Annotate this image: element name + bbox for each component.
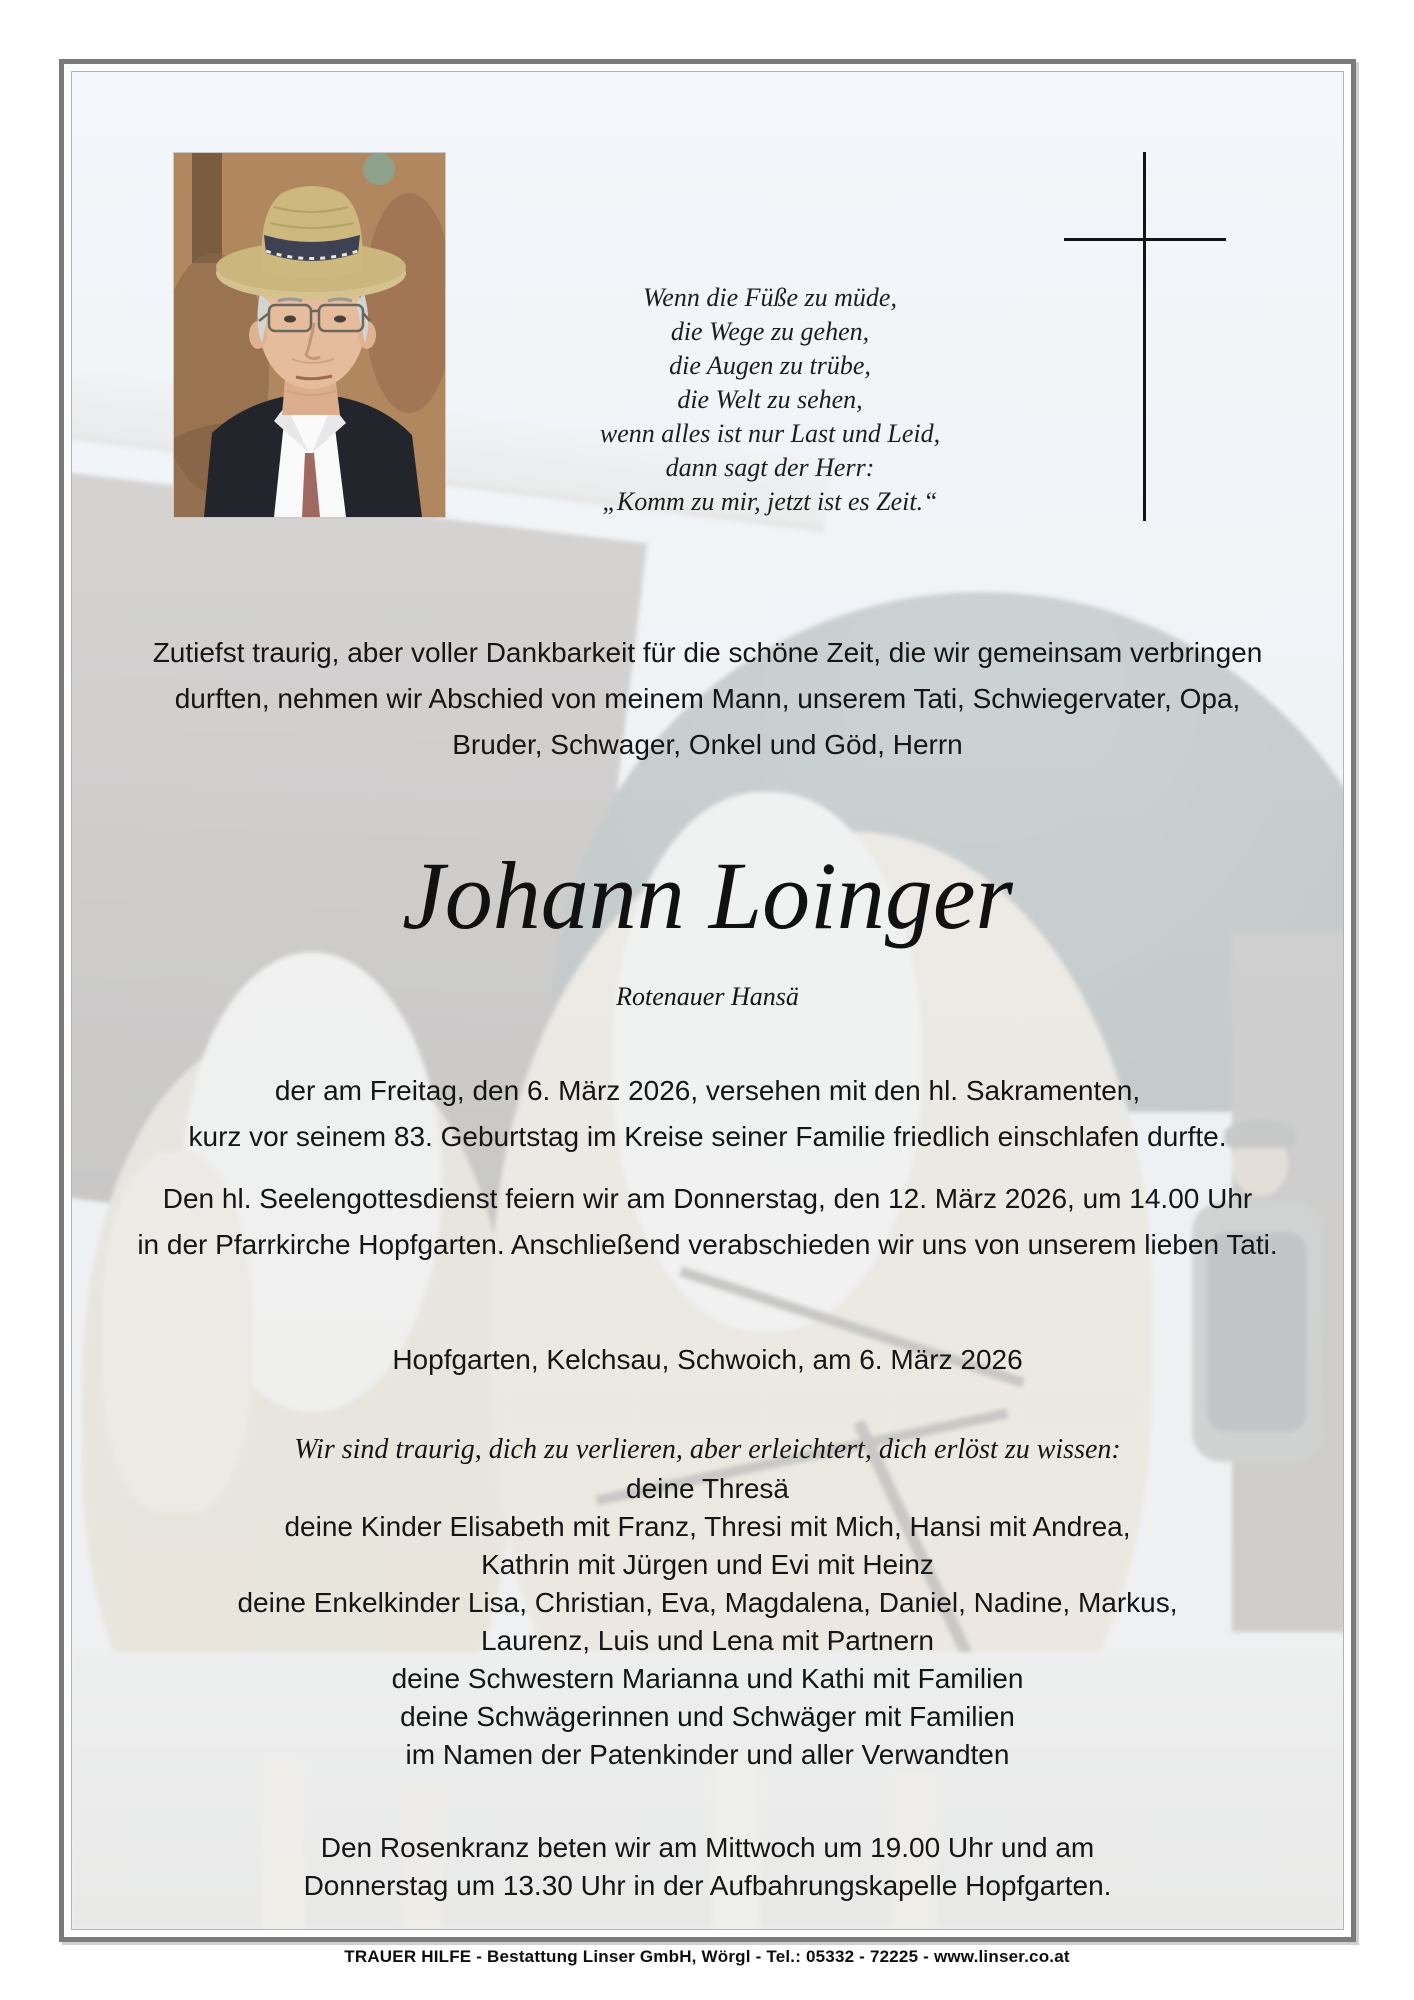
service-notice-line: Den hl. Seelengottesdienst feiern wir am Donnerstag, den 12. März 2026, um 14.00 Uhr — [162, 1183, 1253, 1214]
poem-line: die Augen zu trübe, — [669, 351, 871, 380]
service-notice-line: in der Pfarrkirche Hopfgarten. Anschließend verabschieden wir uns von unserem lieben Tati. — [137, 1229, 1278, 1260]
mourner-line: deine Schwägerinnen und Schwäger mit Familien — [400, 1701, 1015, 1732]
death-notice-line: kurz vor seinem 83. Geburtstag im Kreise seiner Familie friedlich einschlafen durfte. — [188, 1121, 1227, 1152]
mourner-line: deine Thresä — [626, 1473, 789, 1504]
deceased-name: Johann Loinger — [402, 842, 1013, 949]
mourners-list — [72, 1470, 1343, 1774]
poem-line: „Komm zu mir, jetzt ist es Zeit.“ — [602, 487, 938, 516]
deceased-portrait-photo — [174, 153, 445, 517]
service-notice-paragraph — [72, 1176, 1343, 1268]
intro-paragraph — [72, 630, 1343, 768]
place-date-line: Hopfgarten, Kelchsau, Schwoich, am 6. März 2026 — [392, 1344, 1023, 1375]
deceased-nickname: Rotenauer Hansä — [616, 982, 799, 1011]
death-notice-line: der am Freitag, den 6. März 2026, versehen mit den hl. Sakramenten, — [274, 1075, 1141, 1106]
mourner-line: deine Enkelkinder Lisa, Christian, Eva, Magdalena, Daniel, Nadine, Markus, — [237, 1587, 1178, 1618]
mourner-line: im Namen der Patenkinder und aller Verwandten — [405, 1739, 1010, 1770]
cross-horizontal-bar — [1064, 238, 1226, 241]
memorial-poem — [430, 281, 1110, 519]
rosary-line: Donnerstag um 13.30 Uhr in der Aufbahrungskapelle Hopfgarten. — [303, 1870, 1112, 1901]
intro-line: durften, nehmen wir Abschied von meinem Mann, unserem Tati, Schwiegervater, Opa, — [174, 683, 1241, 714]
poem-line: die Welt zu sehen, — [677, 385, 863, 414]
poem-line: wenn alles ist nur Last und Leid, — [599, 419, 941, 448]
mourner-line: deine Schwestern Marianna und Kathi mit Familien — [391, 1663, 1024, 1694]
mourner-line: Laurenz, Luis und Lena mit Partnern — [481, 1625, 934, 1656]
cross-vertical-bar — [1143, 152, 1146, 521]
intro-line: Bruder, Schwager, Onkel und Göd, Herrn — [452, 729, 963, 760]
portrait-illustration — [174, 153, 445, 517]
poem-line: Wenn die Füße zu müde, — [643, 283, 897, 312]
mourner-line: Kathrin mit Jürgen und Evi mit Heinz — [481, 1549, 934, 1580]
intro-line: Zutiefst traurig, aber voller Dankbarkeit für die schöne Zeit, die wir gemeinsam verbringen — [152, 637, 1263, 668]
rosary-notice-paragraph — [72, 1829, 1343, 1905]
mourner-line: deine Kinder Elisabeth mit Franz, Thresi mit Mich, Hansi mit Andrea, — [284, 1511, 1131, 1542]
death-notice-paragraph — [72, 1068, 1343, 1160]
funeral-home-footer: TRAUER HILFE - Bestattung Linser GmbH, Wörgl - Tel.: 05332 - 72225 - www.linser.co.at — [344, 1947, 1070, 1966]
poem-line: dann sagt der Herr: — [665, 453, 875, 482]
mourning-appeal-line: Wir sind traurig, dich zu verlieren, aber erleichtert, dich erlöst zu wissen: — [294, 1434, 1121, 1465]
poem-line: die Wege zu gehen, — [670, 317, 870, 346]
rosary-line: Den Rosenkranz beten wir am Mittwoch um 19.00 Uhr und am — [320, 1832, 1095, 1863]
